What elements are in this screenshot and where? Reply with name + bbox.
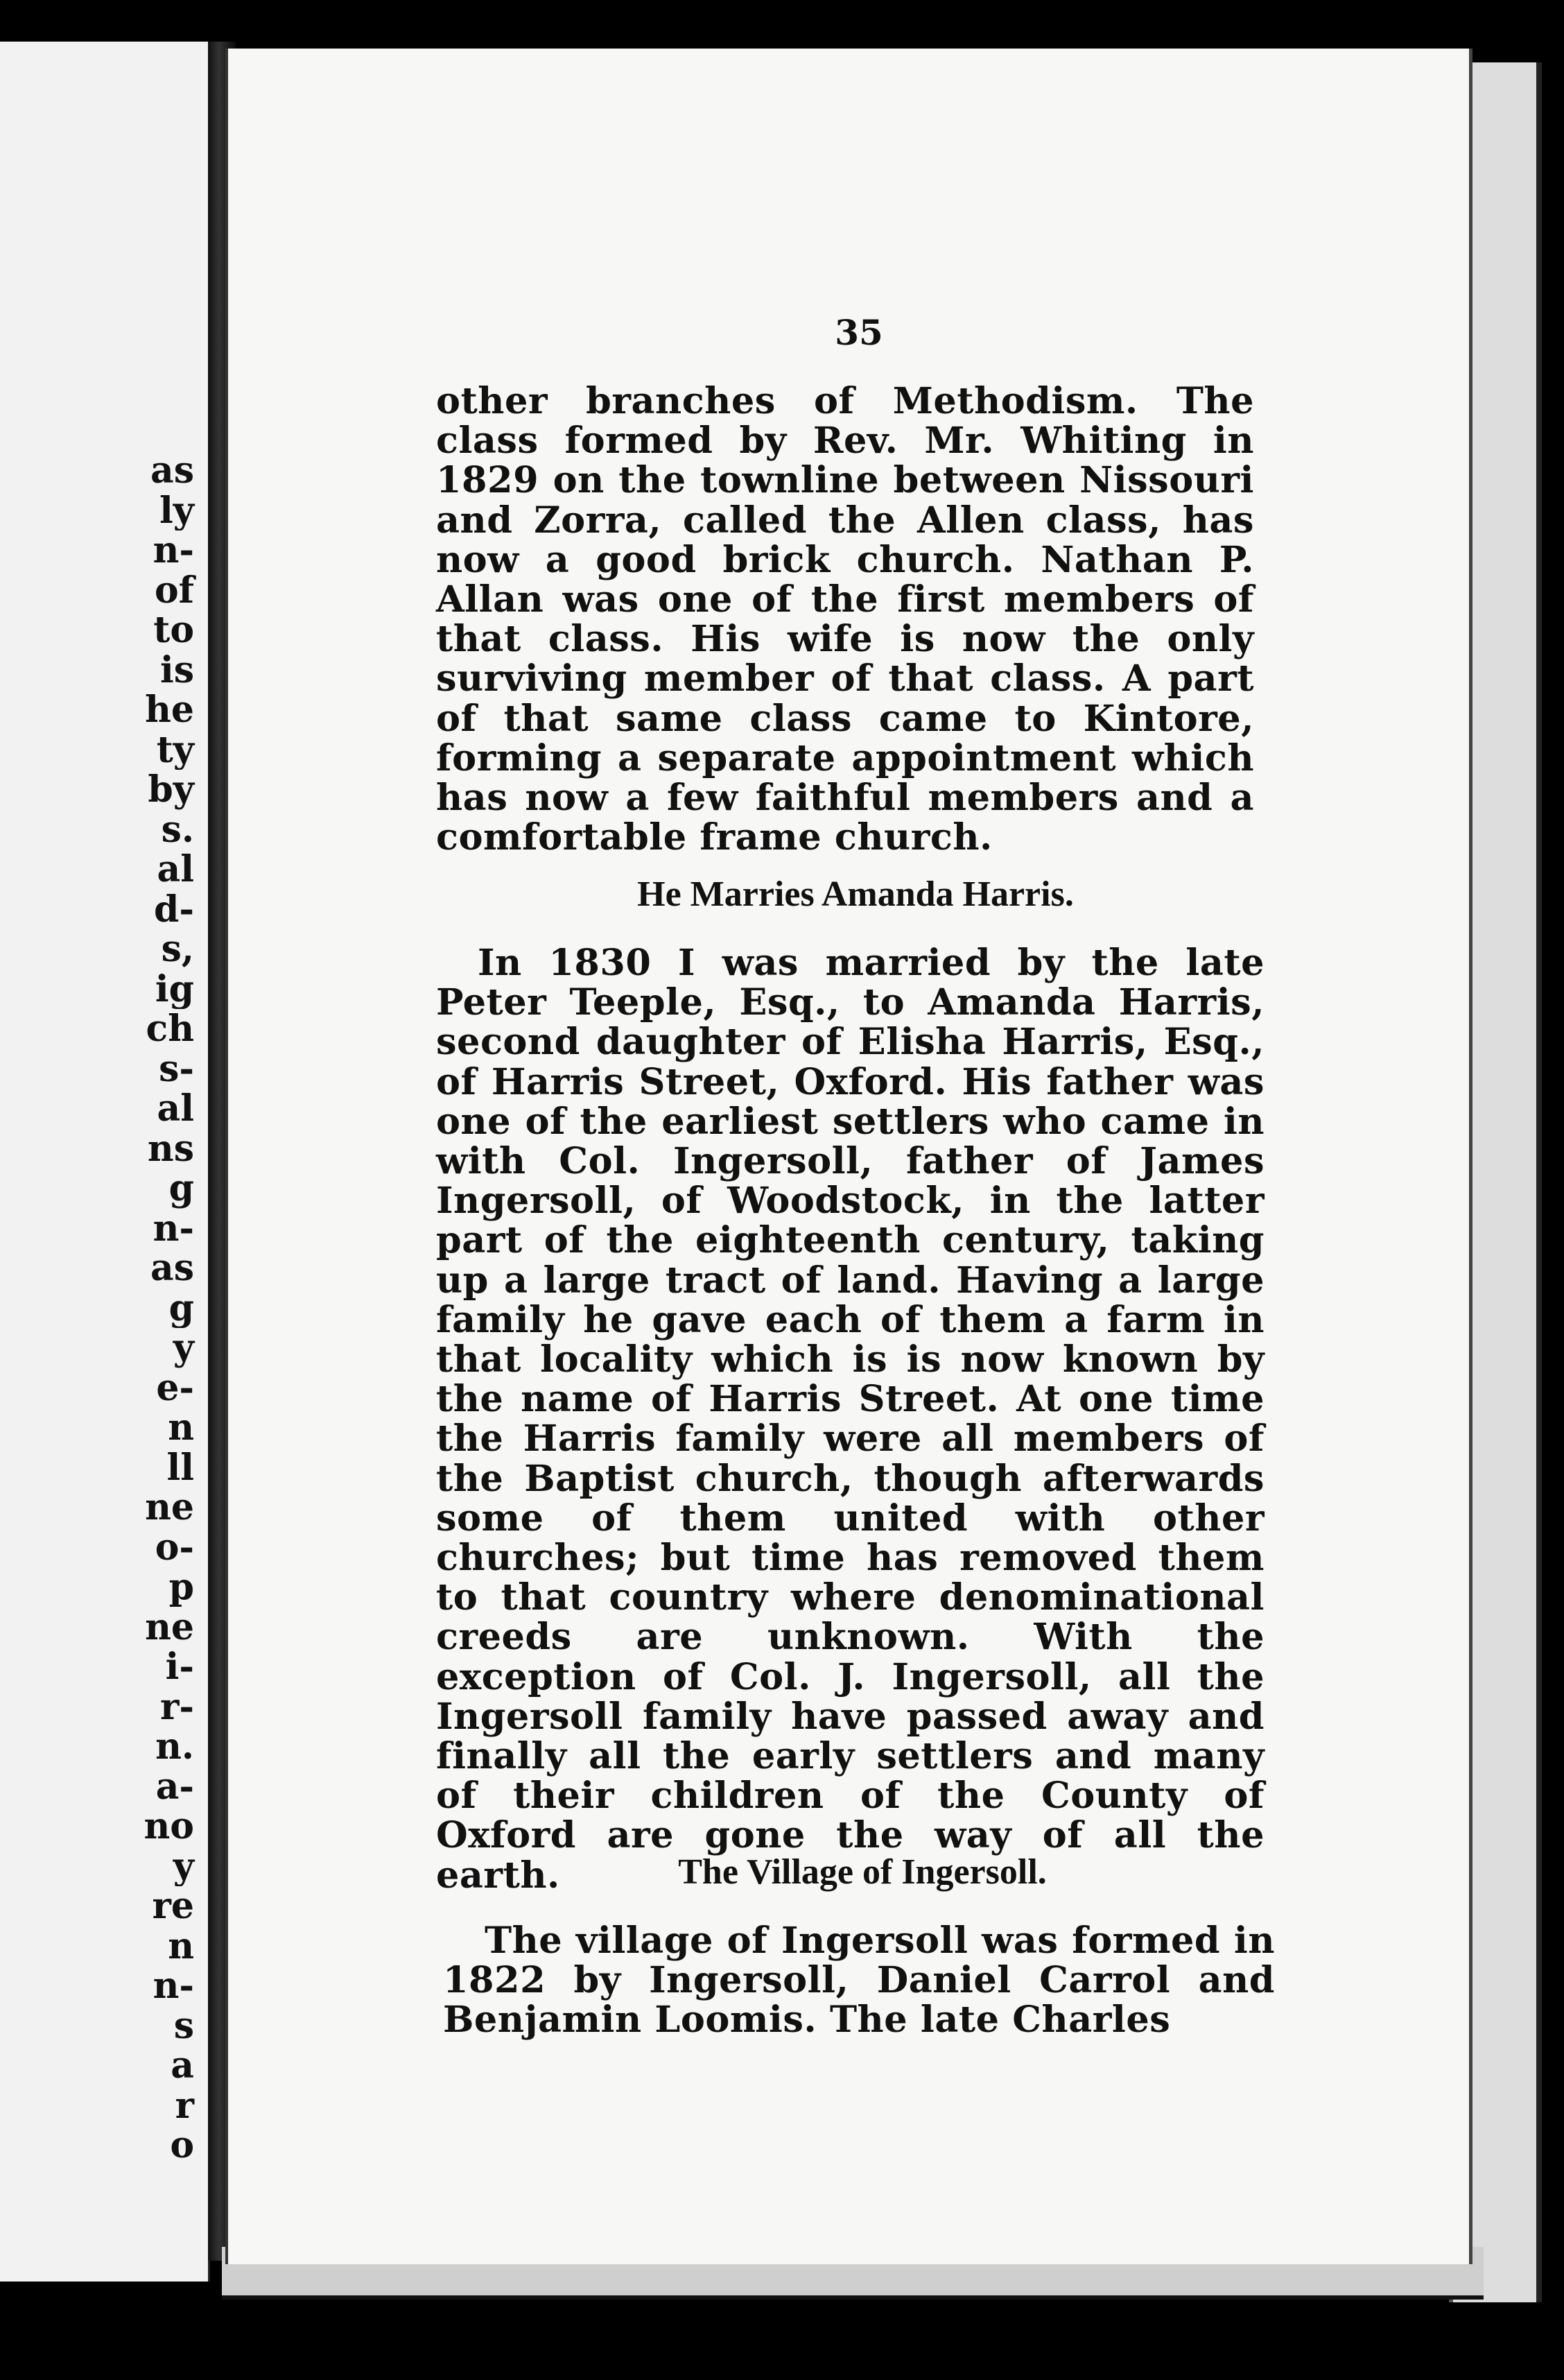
left-page-fragment: al: [157, 1089, 194, 1129]
left-page-fragment: of: [154, 570, 194, 610]
left-page-fragment: a: [171, 2046, 194, 2086]
left-page-fragment: e-: [156, 1368, 194, 1408]
left-page-fragment: n: [168, 1408, 194, 1448]
left-page-fragment: ne: [145, 1607, 194, 1647]
left-page-fragment: n: [168, 1926, 194, 1966]
left-page-fragment: n-: [153, 1966, 194, 2006]
left-page-fragment: n-: [153, 531, 194, 571]
left-page-fragment: re: [152, 1886, 194, 1926]
left-page-fragment: ns: [147, 1128, 194, 1169]
left-page-fragment: a-: [155, 1766, 194, 1806]
left-page-fragment: by: [148, 770, 194, 810]
left-page-fragment: s: [173, 2006, 194, 2046]
left-page-fragment: he: [145, 690, 194, 730]
book-page: [225, 49, 1472, 2264]
paragraph-village: The village of Ingersoll was formed in 1822 by Ingersoll, Daniel Carrol and Benjamin Loomis. The late Charles: [443, 1920, 1275, 2042]
left-page-fragment: ty: [156, 730, 194, 770]
left-page-fragment: to: [153, 610, 194, 650]
left-page-fragment: r: [175, 2085, 194, 2125]
left-page-fragment: is: [159, 650, 194, 690]
left-page-fragment: al: [157, 850, 194, 890]
section-heading-marriage: He Marries Amanda Harris.: [637, 874, 1074, 914]
left-page-fragment: g: [168, 1288, 194, 1328]
section-heading-village: The Village of Ingersoll.: [678, 1852, 1047, 1892]
left-page-fragment: ne: [145, 1488, 194, 1528]
left-page-fragment: y: [173, 1846, 194, 1886]
left-page-fragment: o: [170, 2125, 194, 2166]
left-facing-page: [0, 42, 210, 2282]
left-page-fragment: s,: [161, 929, 194, 969]
left-page-fragment: s-: [159, 1049, 194, 1089]
left-page-fragment: ll: [166, 1447, 194, 1488]
left-page-fragment: r-: [160, 1687, 194, 1727]
paragraph-marriage: In 1830 I was married by the late Peter Teeple, Esq., to Amanda Harris, second daughter of Elisha Harris, Esq., of Harris Street, Oxford. His father was one of the earliest settlers who came in with Col. Ingersoll, father of James Ingersoll, of Woodstock, in the latter part of the eighteenth century, taking up a large tract of land. Having a large family he gave each of them a farm in that locality which is is now known by the name of Harris Street. At one time the Harris family were all members of the Baptist church, though afterwards some of them united with other churches; but time has removed them to that country where denominational creeds are unknown. With the exception of Col. J. Ingersoll, all the Ingersoll family have passed away and finally all the early settlers and many of their children of the County of Oxford are gone the way of all the earth.: [436, 942, 1265, 1897]
left-page-fragment: n.: [155, 1727, 194, 1767]
left-page-fragment: p: [168, 1567, 194, 1607]
page-number: 35: [835, 312, 883, 353]
left-page-fragment: i-: [165, 1647, 194, 1687]
left-page-fragment: d-: [154, 889, 194, 929]
left-page-fragment: o-: [155, 1527, 194, 1567]
left-page-fragment: n-: [153, 1208, 194, 1248]
left-page-fragment: as: [150, 451, 194, 491]
left-page-fragment: ch: [146, 1009, 194, 1049]
left-page-fragment: ly: [159, 490, 194, 531]
left-page-text-fragments: [0, 451, 201, 2166]
left-page-fragment: no: [144, 1806, 194, 1847]
left-page-fragment: y: [173, 1328, 194, 1368]
left-page-fragment: s.: [161, 809, 194, 850]
left-page-fragment: ig: [155, 969, 194, 1009]
paragraph-methodism: other branches of Methodism. The class formed by Rev. Mr. Whiting in 1829 on the townline between Nissouri and Zorra, called the Allen class, has now a good brick church. Nathan P. Allan was one of the first members of that class. His wife is now the only surviving member of that class. A part of that same class came to Kintore, forming a separate appointment which has now a few faithful members and a comfortable frame church.: [436, 380, 1254, 859]
left-page-fragment: g: [168, 1169, 194, 1209]
left-page-fragment: as: [150, 1248, 194, 1288]
